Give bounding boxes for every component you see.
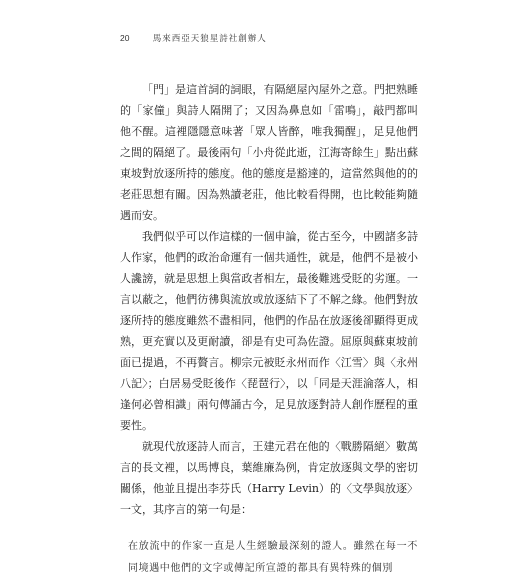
block-quote: 在放流中的作家一直是人生經驗最深刻的證人。雖然在每一不同境遇中他們的文字或傳記所宣證的都具有異特殊的個別 <box>128 541 418 574</box>
body-text <box>120 79 418 580</box>
paragraph-1: 「門」是這首詞的詞眼，有隔絕屋內屋外之意。門把熟睡的「家僮」與詩人隔開了；又因為鼻息如「雷鳴」，敲門都叫他不醒。這裡隱隱意味著「眾人皆醉，唯我獨醒」，足見他們之間的隔絕了。最後兩句「小舟從此逝，江海寄餘生」點出蘇東坡對放逐所持的態度。他的態度是豁達的，這當然與他的的老莊思想有關。因為熟讀老莊，他比較看得開，也比較能夠隨遇而安。 <box>120 83 418 222</box>
running-header <box>120 30 420 46</box>
paragraph-3: 就現代放逐詩人而言，王建元君在他的〈戰勝隔絕〉數萬言的長文裡，以馬博良，葉維廉為例，肯定放逐與文學的密切關係，他並且提出李芬氏（Harry Levin）的〈文學與放逐〉一文，其序言的第一句是： <box>120 440 419 516</box>
page-number: 20 <box>120 33 130 43</box>
paragraph-2: 我們似乎可以作這樣的一個申論，從古至今，中國諸多詩人作家，他們的政治命運有一個共通性，就是，他們不是被小人讒謗，就是思想上與當政者相左，最後難逃受貶的劣運。一言以蔽之，他們彷彿與流放或放逐結下了不解之緣。他們對放逐所持的態度雖然不盡相同，他們的作品在放逐後卻顯得更成熟，更充實以及更耐讀，卻是有史可為佐證。屈原與蘇東坡前面已提過，不再贅言。柳宗元被貶永州而作〈江雪〉與〈永州八記〉；白居易受貶後作〈琵琶行〉，以「同是天涯淪落人，相逢何必曾相識」兩句傳誦古今，足見放逐對詩人創作歷程的重要性。 <box>120 230 418 432</box>
book-title: 馬來西亞天狼星詩社創辦人 <box>152 34 267 44</box>
